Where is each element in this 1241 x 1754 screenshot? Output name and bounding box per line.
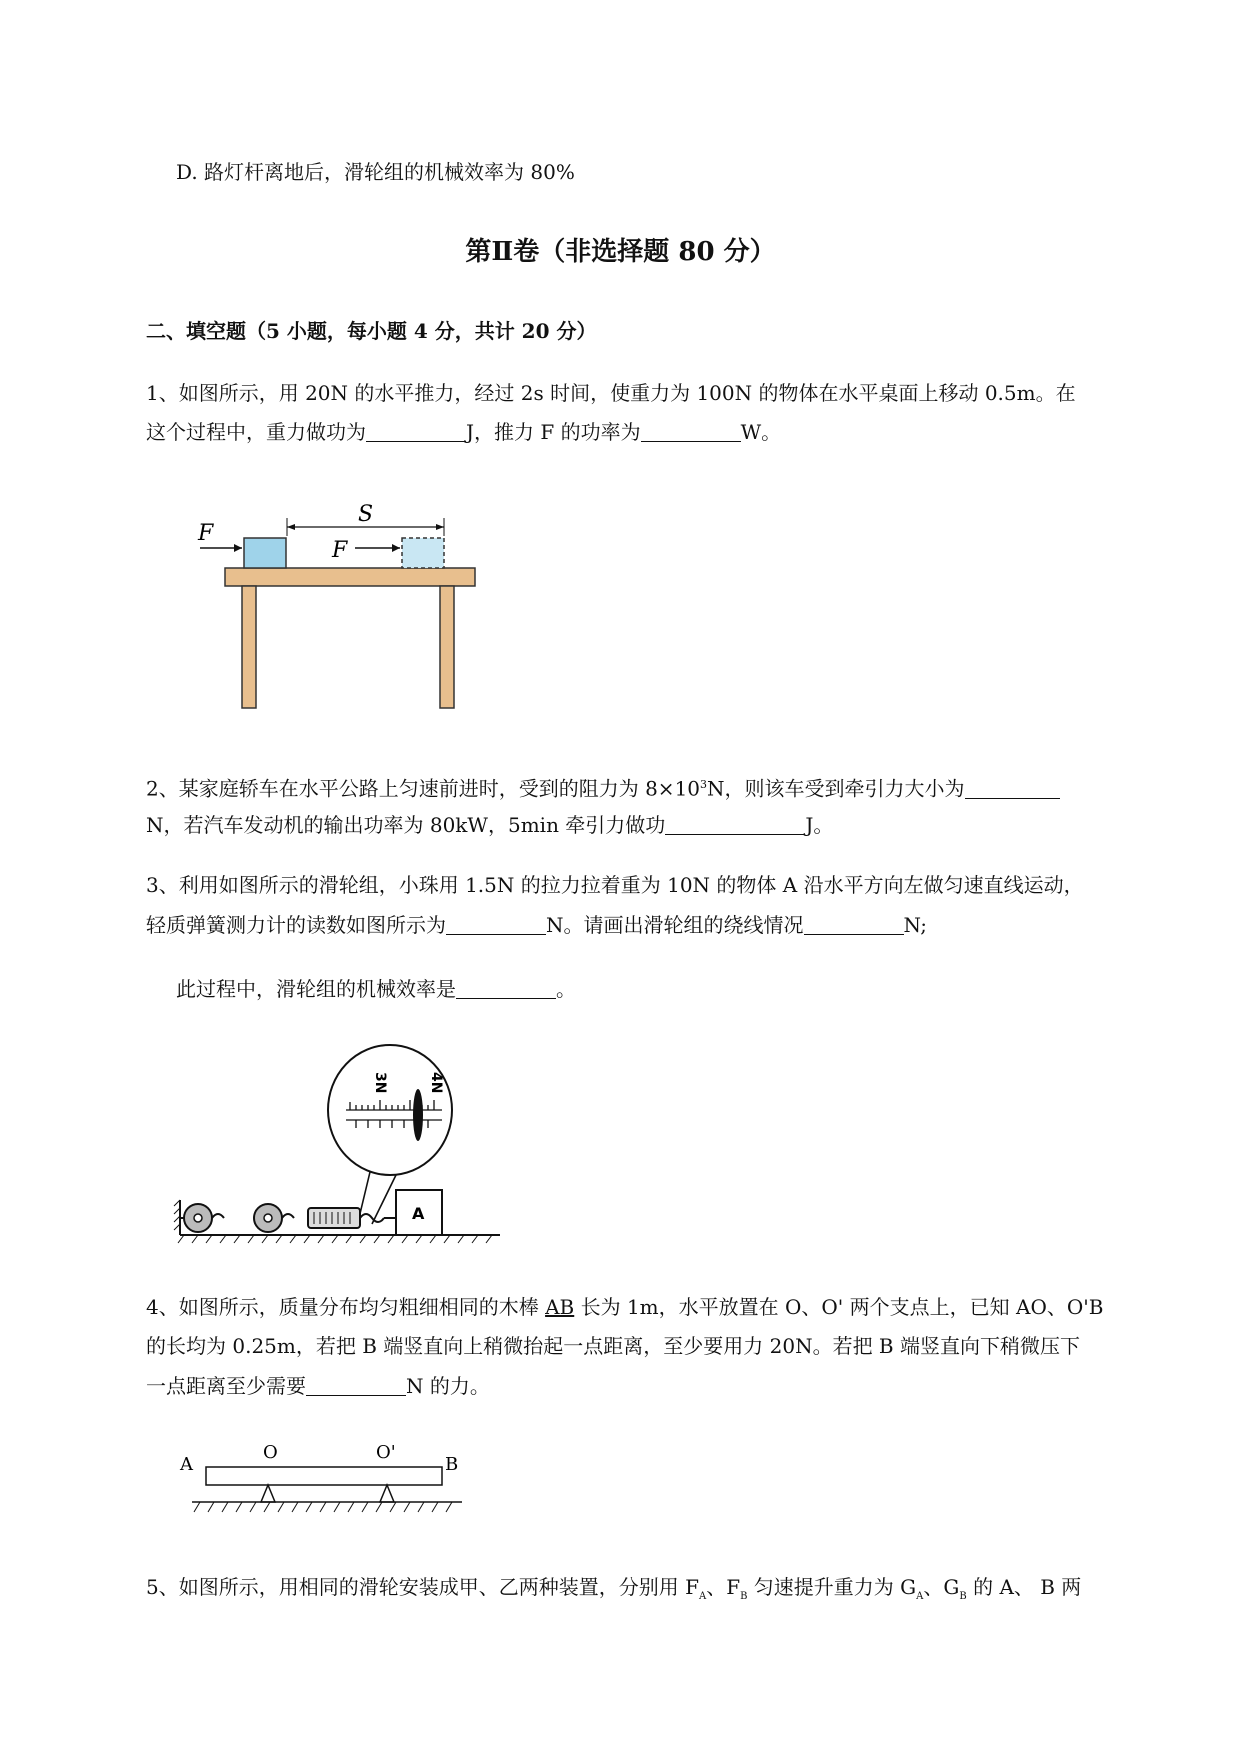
q3-pulley-figure bbox=[170, 1040, 510, 1250]
q4-beam-figure bbox=[170, 1440, 470, 1530]
q2-blank-work[interactable] bbox=[665, 814, 805, 835]
section-title: 第Ⅱ卷（非选择题 80 分） bbox=[465, 237, 776, 267]
ground-hatch bbox=[178, 1235, 492, 1243]
q2-exponent: 3 bbox=[700, 778, 708, 791]
q4-ab: AB bbox=[545, 1295, 575, 1319]
q3-line1: 3、利用如图所示的滑轮组，小珠用 1.5N 的拉力拉着重为 10N 的物体 A 沿水平方向左做匀速直线运动， bbox=[146, 873, 1084, 897]
q5-sub-b: B bbox=[740, 1591, 748, 1602]
q4-text-d: N 的力。 bbox=[406, 1374, 490, 1398]
q3-text-b: N。请画出滑轮组的绕线情况 bbox=[546, 913, 804, 937]
q5-text-b: 匀速提升重力为 G bbox=[747, 1575, 917, 1599]
q5-sep1: 、F bbox=[706, 1575, 741, 1599]
q5-sep2: 、G bbox=[923, 1575, 960, 1599]
support-o bbox=[261, 1485, 275, 1502]
q1-line2 bbox=[146, 420, 781, 444]
beam-label-O: O bbox=[263, 1442, 278, 1463]
block-start bbox=[244, 538, 286, 568]
q3-text-d: 此过程中，滑轮组的机械效率是 bbox=[176, 977, 456, 1001]
spring-scale bbox=[308, 1208, 360, 1228]
q2-blank-force[interactable] bbox=[965, 778, 1060, 799]
q1-line1: 1、如图所示，用 20N 的水平推力，经过 2s 时间，使重力为 100N 的物体在水平桌面上移动 0.5m。在 bbox=[146, 381, 1076, 405]
label-F-right: F bbox=[332, 538, 348, 563]
table-leg-left bbox=[242, 586, 256, 708]
scale-label-4: 4N bbox=[428, 1072, 444, 1094]
q3-line3 bbox=[176, 977, 576, 1001]
q2-text-b: N，则该车受到牵引力大小为 bbox=[707, 776, 965, 801]
support-o2 bbox=[380, 1485, 394, 1502]
q1-blank-power[interactable] bbox=[641, 421, 741, 442]
q3-blank-reading[interactable] bbox=[446, 914, 546, 935]
q3-text-a: 轻质弹簧测力计的读数如图所示为 bbox=[146, 913, 446, 937]
q3-blank-rope[interactable] bbox=[804, 914, 904, 935]
q4-blank-force[interactable] bbox=[306, 1375, 406, 1396]
q3-text-e: 。 bbox=[556, 977, 576, 1001]
scale-pointer bbox=[413, 1089, 423, 1141]
section-header: 二、填空题（5 小题，每小题 4 分，共计 20 分） bbox=[146, 319, 597, 343]
block-a-label: A bbox=[412, 1204, 425, 1223]
scale-label-3: 3N bbox=[372, 1072, 388, 1094]
q3-text-c: N; bbox=[903, 913, 928, 937]
q2-line2 bbox=[146, 813, 833, 837]
option-d: D. 路灯杆离地后，滑轮组的机械效率为 80% bbox=[176, 160, 575, 184]
label-F-left: F bbox=[198, 521, 214, 546]
q1-text-c: W。 bbox=[740, 420, 782, 444]
q4-text-a: 4、如图所示，质量分布均匀粗细相同的木棒 bbox=[146, 1295, 546, 1319]
q3-line2 bbox=[146, 913, 927, 937]
q1-blank-work[interactable] bbox=[366, 421, 466, 442]
q5-sub-ga: A bbox=[916, 1591, 924, 1602]
q2-text-d: J。 bbox=[805, 813, 834, 837]
q4-line2: 的长均为 0.25m，若把 B 端竖直向上稍微抬起一点距离，至少要用力 20N。若把 B 端竖直向下稍微压下 bbox=[146, 1334, 1080, 1358]
q2-text-a: 2、某家庭轿车在水平公路上匀速前进时，受到的阻力为 8×10 bbox=[146, 776, 701, 801]
label-S: S bbox=[358, 502, 374, 527]
q4-line3 bbox=[146, 1374, 490, 1398]
q1-text-b: J，推力 F 的功率为 bbox=[466, 420, 641, 444]
q5-text-a: 5、如图所示，用相同的滑轮安装成甲、乙两种装置，分别用 F bbox=[146, 1575, 699, 1599]
beam-ab bbox=[206, 1467, 442, 1485]
q4-text-c: 一点距离至少需要 bbox=[146, 1374, 306, 1398]
beam-label-B: B bbox=[445, 1454, 459, 1475]
q4-line1 bbox=[146, 1295, 1103, 1319]
q5-text-c: 的 A、 B 两 bbox=[966, 1575, 1082, 1599]
beam-label-A: A bbox=[180, 1454, 193, 1475]
q1-table-figure bbox=[180, 500, 500, 715]
q5-line1 bbox=[146, 1575, 1081, 1609]
block-end bbox=[402, 538, 444, 568]
q5-sub-gb: B bbox=[959, 1591, 967, 1602]
q3-blank-efficiency[interactable] bbox=[456, 978, 556, 999]
table-leg-right bbox=[440, 586, 454, 708]
q4-text-b: 长为 1m，水平放置在 O、O' 两个支点上，已知 AO、O'B bbox=[574, 1295, 1104, 1319]
table-top bbox=[225, 568, 475, 586]
q1-text-a: 这个过程中，重力做功为 bbox=[146, 420, 366, 444]
q2-line1 bbox=[146, 773, 1060, 801]
beam-label-O2: O' bbox=[376, 1442, 396, 1463]
q2-text-c: N，若汽车发动机的输出功率为 80kW，5min 牵引力做功 bbox=[146, 813, 666, 837]
q5-sub-a: A bbox=[698, 1591, 707, 1602]
